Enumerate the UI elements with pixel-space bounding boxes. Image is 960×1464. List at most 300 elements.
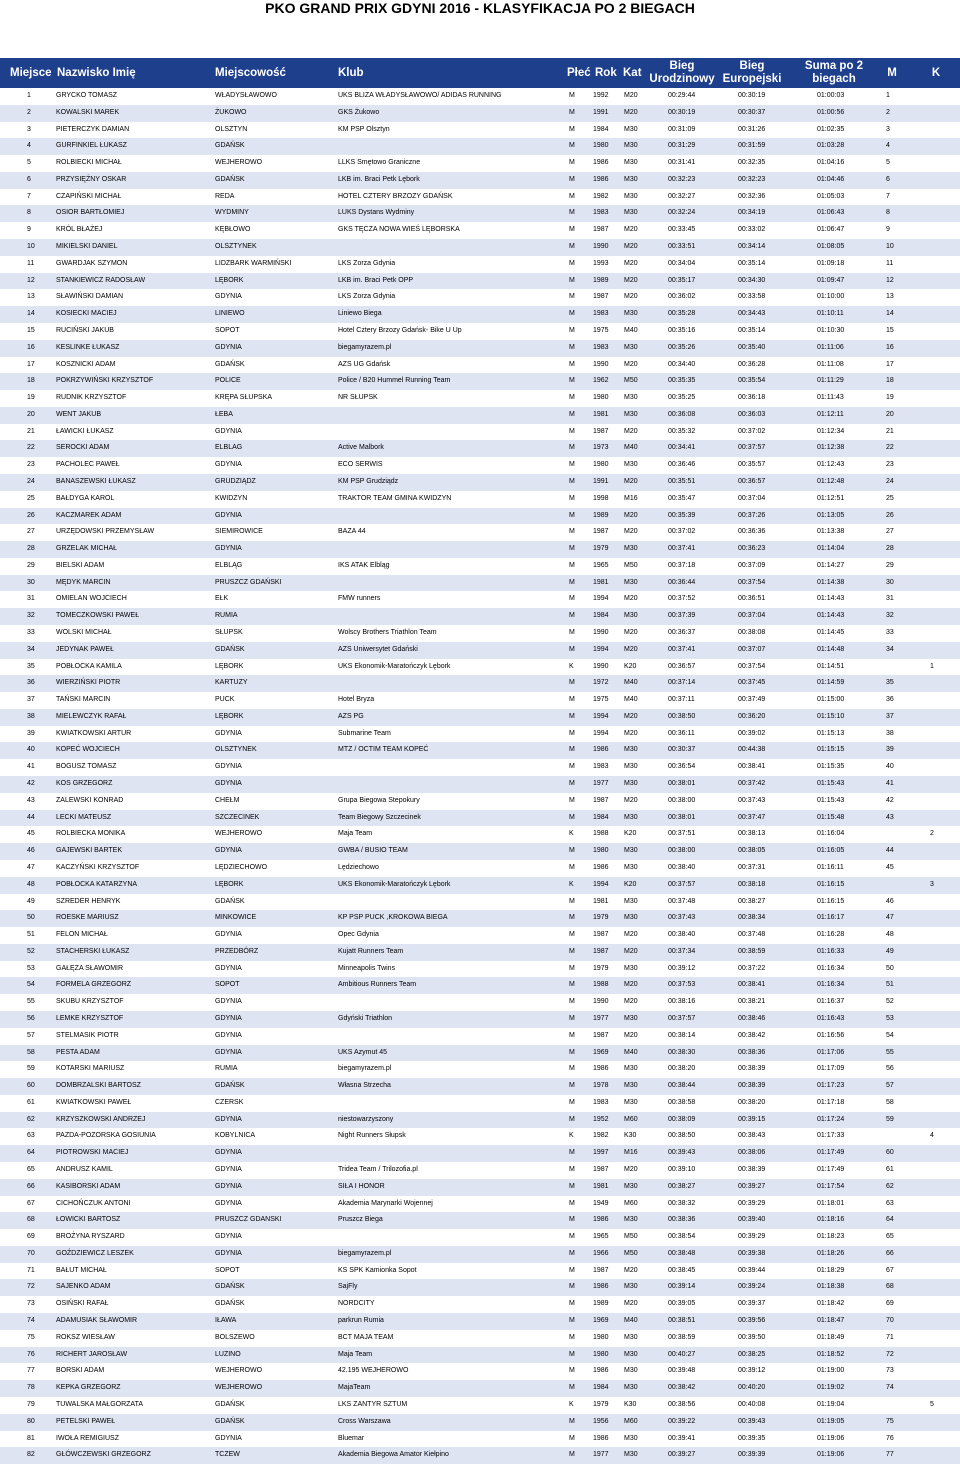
cell-miejscowosc: ŻUKOWO xyxy=(215,108,247,116)
cell-k: 5 xyxy=(930,1400,934,1408)
cell-miejsce: 23 xyxy=(27,461,35,469)
cell-nazwisko: KOTARSKI MARIUSZ xyxy=(56,1065,125,1073)
cell-miejsce: 52 xyxy=(27,947,35,955)
cell-m: 12 xyxy=(886,276,894,284)
cell-klub: KS SPK Kamionka Sopot xyxy=(338,1266,417,1274)
cell-miejsce: 38 xyxy=(27,712,35,720)
cell-plec: M xyxy=(569,310,575,318)
cell-kat: M20 xyxy=(624,981,638,989)
cell-kat: M20 xyxy=(624,729,638,737)
cell-rok: 1965 xyxy=(593,561,609,569)
cell-nazwisko: TUWALSKA MAŁGORZATA xyxy=(56,1400,143,1408)
cell-plec: M xyxy=(569,696,575,704)
cell-nazwisko: GOŹDZIEWICZ LESZEK xyxy=(56,1249,134,1257)
cell-miejscowosc: GDYNIA xyxy=(215,1014,242,1022)
cell-miejsce: 31 xyxy=(27,595,35,603)
table-row xyxy=(0,1162,960,1179)
cell-plec: M xyxy=(569,276,575,284)
cell-kat: M30 xyxy=(624,1182,638,1190)
cell-klub: Akademia Marynarki Wojennej xyxy=(338,1199,433,1207)
cell-bieg-europejski: 00:36:57 xyxy=(738,477,766,485)
cell-bieg-europejski: 00:39:35 xyxy=(738,1434,766,1442)
cell-bieg-europejski: 00:38:13 xyxy=(738,830,766,838)
cell-suma: 01:18:29 xyxy=(817,1266,845,1274)
cell-miejscowosc: TCZEW xyxy=(215,1451,240,1459)
cell-rok: 1987 xyxy=(593,1031,609,1039)
cell-rok: 1988 xyxy=(593,981,609,989)
cell-miejscowosc: IŁAWA xyxy=(215,1317,237,1325)
table-row xyxy=(0,742,960,759)
cell-kat: M16 xyxy=(624,494,638,502)
cell-plec: M xyxy=(569,1283,575,1291)
cell-miejsce: 6 xyxy=(27,175,31,183)
cell-m: 25 xyxy=(886,494,894,502)
cell-rok: 1994 xyxy=(593,595,609,603)
cell-plec: M xyxy=(569,444,575,452)
cell-bieg-urodzinowy: 00:39:12 xyxy=(668,964,696,972)
cell-bieg-europejski: 00:32:36 xyxy=(738,192,766,200)
col-header-k: K xyxy=(931,66,941,79)
cell-suma: 01:11:06 xyxy=(817,343,844,351)
cell-miejscowosc: SOPOT xyxy=(215,326,240,334)
cell-m: 15 xyxy=(886,326,894,334)
cell-bieg-urodzinowy: 00:29:44 xyxy=(668,92,696,99)
cell-miejscowosc: GDAŃSK xyxy=(215,1417,245,1425)
cell-nazwisko: SEROCKI ADAM xyxy=(56,444,110,452)
cell-miejscowosc: GDYNIA xyxy=(215,1166,242,1173)
cell-plec: M xyxy=(569,746,575,754)
cell-nazwisko: DOMBRZALSKI BARTOSZ xyxy=(56,1082,141,1090)
cell-rok: 1978 xyxy=(593,1082,609,1090)
table-row xyxy=(0,1061,960,1078)
cell-miejscowosc: GDYNIA xyxy=(215,1233,242,1241)
cell-klub: TRAKTOR TEAM GMINA KWIDZYN xyxy=(338,494,452,502)
cell-kat: M20 xyxy=(624,712,638,720)
cell-nazwisko: MIELEWCZYK RAFAŁ xyxy=(56,712,127,720)
cell-rok: 1987 xyxy=(593,796,609,804)
cell-bieg-europejski: 00:34:14 xyxy=(738,243,766,251)
cell-suma: 01:12:11 xyxy=(817,410,844,418)
table-row xyxy=(0,1397,960,1414)
cell-nazwisko: PAZDA-POZORSKA GOSIUNIA xyxy=(56,1132,156,1140)
cell-bieg-europejski: 00:36:20 xyxy=(738,712,766,720)
table-row xyxy=(0,1011,960,1028)
cell-klub: UKS Azymut 45 xyxy=(338,1048,388,1056)
cell-suma: 01:11:43 xyxy=(817,394,844,402)
cell-klub: Opec Gdynia xyxy=(338,931,379,939)
cell-nazwisko: PETELSKI PAWEŁ xyxy=(56,1417,116,1425)
table-row xyxy=(0,1078,960,1095)
cell-miejsce: 41 xyxy=(27,763,35,771)
cell-kat: M20 xyxy=(624,1266,638,1274)
cell-m: 37 xyxy=(886,712,894,720)
cell-nazwisko: MĘDYK MARCIN xyxy=(56,578,111,586)
cell-bieg-urodzinowy: 00:35:17 xyxy=(668,276,696,284)
cell-plec: M xyxy=(569,561,575,569)
cell-bieg-europejski: 00:39:56 xyxy=(738,1317,766,1325)
cell-plec: M xyxy=(569,175,575,183)
cell-plec: M xyxy=(569,545,575,553)
cell-bieg-urodzinowy: 00:30:37 xyxy=(668,746,696,754)
cell-kat: M20 xyxy=(624,226,638,234)
table-row xyxy=(0,172,960,189)
cell-kat: M30 xyxy=(624,746,638,754)
cell-kat: M20 xyxy=(624,293,638,301)
cell-m: 61 xyxy=(886,1166,894,1173)
cell-klub: niestowarzyszony xyxy=(338,1115,394,1123)
cell-miejscowosc: KRĘPA SŁUPSKA xyxy=(215,394,273,402)
cell-plec: M xyxy=(569,1031,575,1039)
table-row xyxy=(0,659,960,676)
cell-klub: Bluemar xyxy=(338,1434,365,1442)
cell-klub: Kujatt Runners Team xyxy=(338,947,404,955)
cell-kat: M20 xyxy=(624,998,638,1006)
cell-klub: biegamyrazem.pl xyxy=(338,1249,392,1257)
cell-klub: UKS Ekonomik-Maratończyk Lębork xyxy=(338,880,451,888)
cell-kat: M30 xyxy=(624,847,638,855)
cell-klub: LUKS Dystans Wydminy xyxy=(338,209,415,217)
cell-suma: 01:17:49 xyxy=(817,1149,845,1157)
cell-suma: 01:11:08 xyxy=(817,360,844,368)
cell-klub: Grupa Biegowa Stepokury xyxy=(338,796,420,804)
cell-miejscowosc: SIEMIROWICE xyxy=(215,528,263,536)
table-row xyxy=(0,105,960,122)
cell-bieg-europejski: 00:38:08 xyxy=(738,629,766,636)
col-header-miejsce: Miejsce xyxy=(10,66,52,79)
cell-rok: 1986 xyxy=(593,1065,609,1073)
cell-m: 67 xyxy=(886,1266,894,1274)
cell-miejsce: 50 xyxy=(27,914,35,922)
cell-rok: 1977 xyxy=(593,1451,609,1459)
cell-suma: 01:14:43 xyxy=(817,612,845,620)
cell-plec: M xyxy=(569,92,575,99)
cell-suma: 01:19:06 xyxy=(817,1434,845,1442)
cell-bieg-urodzinowy: 00:37:34 xyxy=(668,947,696,955)
cell-bieg-europejski: 00:34:30 xyxy=(738,276,766,284)
cell-kat: M30 xyxy=(624,1434,638,1442)
cell-miejscowosc: ŁEBA xyxy=(215,410,233,418)
cell-bieg-urodzinowy: 00:34:04 xyxy=(668,259,696,267)
cell-suma: 01:12:51 xyxy=(817,494,845,502)
cell-bieg-urodzinowy: 00:35:28 xyxy=(668,310,696,318)
cell-bieg-urodzinowy: 00:38:14 xyxy=(668,1031,696,1039)
cell-kat: M40 xyxy=(624,679,638,687)
cell-miejscowosc: PRZEDBÓRZ xyxy=(215,947,259,955)
cell-bieg-europejski: 00:38:25 xyxy=(738,1350,766,1358)
cell-klub: IKS ATAK Elbląg xyxy=(338,561,390,569)
cell-plec: M xyxy=(569,1115,575,1123)
cell-klub: SajFly xyxy=(338,1283,358,1291)
cell-plec: M xyxy=(569,293,575,301)
cell-m: 32 xyxy=(886,612,894,620)
table-row xyxy=(0,1112,960,1129)
table-row xyxy=(0,1296,960,1313)
cell-miejsce: 58 xyxy=(27,1048,35,1056)
cell-klub: Cross Warszawa xyxy=(338,1417,391,1425)
cell-nazwisko: POKRZYWIŃSKI KRZYSZTOF xyxy=(56,377,154,385)
cell-nazwisko: KRZYSZKOWSKI ANDRZEJ xyxy=(56,1115,146,1123)
cell-suma: 01:14:04 xyxy=(817,545,845,553)
cell-nazwisko: SZREDER HENRYK xyxy=(56,897,121,905)
cell-klub: Team Biegowy Szczecinek xyxy=(338,813,421,821)
cell-bieg-urodzinowy: 00:35:47 xyxy=(668,494,696,502)
cell-nazwisko: KASIBORSKI ADAM xyxy=(56,1182,121,1190)
cell-nazwisko: WENT JAKUB xyxy=(56,410,101,418)
cell-miejscowosc: GDYNIA xyxy=(215,847,242,855)
cell-bieg-europejski: 00:35:14 xyxy=(738,326,766,334)
cell-nazwisko: ROESKE MARIUSZ xyxy=(56,914,119,922)
cell-kat: K20 xyxy=(624,880,637,888)
cell-plec: M xyxy=(569,629,575,636)
cell-bieg-europejski: 00:38:43 xyxy=(738,1132,766,1140)
cell-klub: LKS Zorza Gdynia xyxy=(338,259,396,267)
cell-rok: 1986 xyxy=(593,1434,609,1442)
cell-m: 43 xyxy=(886,813,894,821)
cell-miejsce: 75 xyxy=(27,1333,35,1341)
cell-suma: 01:15:35 xyxy=(817,763,845,771)
cell-nazwisko: GURFINKIEL ŁUKASZ xyxy=(56,142,127,150)
cell-miejscowosc: GDYNIA xyxy=(215,1048,242,1056)
cell-bieg-urodzinowy: 00:37:14 xyxy=(668,679,696,687)
cell-rok: 1979 xyxy=(593,545,609,553)
cell-bieg-urodzinowy: 00:35:32 xyxy=(668,427,696,435)
col-header-bieg-europejski: Bieg Europejski xyxy=(722,60,782,85)
cell-nazwisko: JEDYNAK PAWEŁ xyxy=(56,645,114,653)
cell-nazwisko: CZAPIŃSKI MICHAŁ xyxy=(56,192,122,200)
cell-bieg-urodzinowy: 00:38:44 xyxy=(668,1082,696,1090)
cell-rok: 1984 xyxy=(593,612,609,620)
cell-bieg-urodzinowy: 00:37:41 xyxy=(668,545,696,553)
cell-kat: M30 xyxy=(624,1451,638,1459)
cell-nazwisko: ŁAWICKI ŁUKASZ xyxy=(56,427,114,435)
cell-kat: M16 xyxy=(624,1149,638,1157)
cell-miejscowosc: RUMIA xyxy=(215,612,238,620)
cell-plec: M xyxy=(569,1350,575,1358)
cell-bieg-urodzinowy: 00:38:59 xyxy=(668,1333,696,1341)
cell-miejsce: 48 xyxy=(27,880,35,888)
cell-rok: 1986 xyxy=(593,159,609,167)
cell-miejsce: 68 xyxy=(27,1216,35,1224)
table-row xyxy=(0,88,960,105)
cell-miejsce: 51 xyxy=(27,931,35,939)
cell-miejscowosc: LIDZBARK WARMIŃSKI xyxy=(215,259,292,267)
cell-m: 29 xyxy=(886,561,894,569)
cell-nazwisko: STANKIEWICZ RADOSŁAW xyxy=(56,276,146,284)
cell-bieg-europejski: 00:40:08 xyxy=(738,1400,766,1408)
cell-rok: 1987 xyxy=(593,1166,609,1173)
cell-suma: 01:15:15 xyxy=(817,746,845,754)
col-header-rok: Rok xyxy=(595,66,617,79)
cell-plec: M xyxy=(569,159,575,167)
cell-plec: M xyxy=(569,1317,575,1325)
cell-nazwisko: KACZYŃSKI KRZYSZTOF xyxy=(56,863,140,871)
cell-m: 62 xyxy=(886,1182,894,1190)
cell-m: 7 xyxy=(886,192,890,200)
cell-rok: 1991 xyxy=(593,477,609,485)
cell-miejscowosc: GDYNIA xyxy=(215,1434,242,1442)
cell-rok: 1986 xyxy=(593,746,609,754)
cell-plec: M xyxy=(569,125,575,133)
cell-nazwisko: ROLBIECKI MICHAŁ xyxy=(56,159,122,167)
cell-kat: M20 xyxy=(624,477,638,485)
cell-miejsce: 7 xyxy=(27,192,31,200)
cell-plec: M xyxy=(569,914,575,922)
cell-bieg-europejski: 00:38:39 xyxy=(738,1166,766,1173)
cell-m: 72 xyxy=(886,1350,894,1358)
cell-miejsce: 46 xyxy=(27,847,35,855)
cell-kat: K30 xyxy=(624,1132,637,1140)
cell-bieg-urodzinowy: 00:35:35 xyxy=(668,377,696,385)
cell-bieg-urodzinowy: 00:38:00 xyxy=(668,796,696,804)
cell-miejsce: 55 xyxy=(27,998,35,1006)
cell-plec: M xyxy=(569,1451,575,1459)
cell-miejsce: 62 xyxy=(27,1115,35,1123)
cell-suma: 01:16:34 xyxy=(817,964,845,972)
cell-kat: M30 xyxy=(624,1350,638,1358)
cell-klub: AZS PG xyxy=(338,712,364,720)
cell-miejsce: 34 xyxy=(27,645,35,653)
cell-bieg-europejski: 00:35:40 xyxy=(738,343,766,351)
cell-rok: 1987 xyxy=(593,226,609,234)
cell-nazwisko: MIKIELSKI DANIEL xyxy=(56,243,118,251)
cell-rok: 1987 xyxy=(593,947,609,955)
cell-nazwisko: ADAMUSIAK SŁAWOMIR xyxy=(56,1317,138,1325)
cell-plec: M xyxy=(569,1233,575,1241)
table-row xyxy=(0,877,960,894)
cell-plec: M xyxy=(569,108,575,116)
cell-miejsce: 53 xyxy=(27,964,35,972)
cell-m: 31 xyxy=(886,595,894,603)
cell-klub: Hotel Bryza xyxy=(338,696,375,704)
cell-kat: M20 xyxy=(624,1300,638,1308)
cell-m: 74 xyxy=(886,1384,894,1392)
cell-plec: M xyxy=(569,1065,575,1073)
cell-miejscowosc: EŁK xyxy=(215,595,229,603)
cell-kat: K30 xyxy=(624,1400,637,1408)
cell-kat: M20 xyxy=(624,595,638,603)
cell-klub: GKS TĘCZA NOWA WIEŚ LĘBORSKA xyxy=(338,226,460,234)
cell-m: 20 xyxy=(886,410,894,418)
cell-suma: 01:12:34 xyxy=(817,427,845,435)
cell-plec: M xyxy=(569,477,575,485)
cell-m: 8 xyxy=(886,209,890,217)
cell-plec: M xyxy=(569,998,575,1006)
cell-bieg-urodzinowy: 00:39:43 xyxy=(668,1149,696,1157)
cell-klub: SIŁA I HONOR xyxy=(338,1182,385,1190)
cell-nazwisko: FELON MICHAŁ xyxy=(56,931,108,939)
table-row xyxy=(0,205,960,222)
cell-rok: 1984 xyxy=(593,125,609,133)
cell-miejsce: 57 xyxy=(27,1031,35,1039)
cell-miejscowosc: ELBLĄG xyxy=(215,561,243,569)
cell-nazwisko: OSIOR BARTŁOMIEJ xyxy=(56,209,125,217)
cell-miejsce: 33 xyxy=(27,629,35,636)
cell-miejscowosc: GDYNIA xyxy=(215,511,242,519)
cell-bieg-urodzinowy: 00:36:54 xyxy=(668,763,696,771)
cell-bieg-europejski: 00:38:21 xyxy=(738,998,766,1006)
cell-miejscowosc: GRUDZIĄDZ xyxy=(215,477,256,485)
table-row xyxy=(0,1045,960,1062)
cell-bieg-europejski: 00:37:47 xyxy=(738,813,766,821)
cell-miejscowosc: GDYNIA xyxy=(215,1115,242,1123)
cell-m: 22 xyxy=(886,444,894,452)
cell-kat: M50 xyxy=(624,1249,638,1257)
cell-miejscowosc: CZERSK xyxy=(215,1098,244,1106)
cell-miejsce: 42 xyxy=(27,780,35,788)
cell-rok: 1994 xyxy=(593,729,609,737)
cell-miejscowosc: OLSZTYNEK xyxy=(215,243,257,251)
cell-miejscowosc: GDAŃSK xyxy=(215,1082,245,1090)
cell-suma: 01:14:38 xyxy=(817,578,845,586)
cell-m: 49 xyxy=(886,947,894,955)
cell-bieg-europejski: 00:39:29 xyxy=(738,1199,766,1207)
cell-rok: 1975 xyxy=(593,696,609,704)
cell-klub: LKS ZANTYR SZTUM xyxy=(338,1400,408,1408)
cell-nazwisko: FORMELA GRZEGORZ xyxy=(56,981,132,989)
cell-plec: M xyxy=(569,897,575,905)
table-row xyxy=(0,591,960,608)
cell-bieg-urodzinowy: 00:38:50 xyxy=(668,712,696,720)
table-row xyxy=(0,759,960,776)
cell-m: 1 xyxy=(886,92,890,99)
col-header-m: M xyxy=(887,66,897,79)
cell-miejsce: 28 xyxy=(27,545,35,553)
cell-plec: M xyxy=(569,226,575,234)
cell-suma: 01:10:30 xyxy=(817,326,845,334)
cell-suma: 01:18:47 xyxy=(817,1317,845,1325)
cell-kat: M40 xyxy=(624,326,638,334)
cell-rok: 1986 xyxy=(593,175,609,183)
cell-bieg-europejski: 00:33:02 xyxy=(738,226,766,234)
cell-bieg-europejski: 00:35:14 xyxy=(738,259,766,267)
cell-bieg-urodzinowy: 00:38:01 xyxy=(668,813,696,821)
cell-miejsce: 14 xyxy=(27,310,35,318)
cell-m: 69 xyxy=(886,1300,894,1308)
cell-plec: M xyxy=(569,813,575,821)
table-row xyxy=(0,306,960,323)
cell-plec: M xyxy=(569,729,575,737)
cell-rok: 1990 xyxy=(593,360,609,368)
cell-nazwisko: POBŁOCKA KATARZYNA xyxy=(56,880,138,888)
cell-kat: M30 xyxy=(624,1065,638,1073)
cell-kat: M50 xyxy=(624,561,638,569)
cell-rok: 1980 xyxy=(593,461,609,469)
cell-k: 1 xyxy=(930,662,934,670)
cell-bieg-europejski: 00:31:59 xyxy=(738,142,766,150)
cell-suma: 01:16:43 xyxy=(817,1014,845,1022)
cell-bieg-urodzinowy: 00:38:20 xyxy=(668,1065,696,1073)
cell-bieg-urodzinowy: 00:37:18 xyxy=(668,561,696,569)
cell-miejsce: 5 xyxy=(27,159,31,167)
cell-nazwisko: SKUBU KRZYSZTOF xyxy=(56,998,124,1006)
cell-bieg-urodzinowy: 00:36:08 xyxy=(668,410,696,418)
cell-miejscowosc: LĘBORK xyxy=(215,880,244,888)
cell-miejscowosc: WEJHEROWO xyxy=(215,1367,263,1375)
cell-nazwisko: KRÓL BŁAŻEJ xyxy=(56,226,103,234)
cell-bieg-europejski: 00:38:39 xyxy=(738,1082,766,1090)
cell-klub: KM PSP Grudziądz xyxy=(338,477,399,485)
cell-miejsce: 30 xyxy=(27,578,35,586)
cell-m: 77 xyxy=(886,1451,894,1459)
cell-klub: HOTEL CZTERY BRZOZY GDAŃSK xyxy=(338,192,453,200)
cell-bieg-europejski: 00:37:04 xyxy=(738,494,766,502)
table-row xyxy=(0,1330,960,1347)
cell-suma: 01:02:35 xyxy=(817,125,845,133)
cell-miejsce: 10 xyxy=(27,243,35,251)
cell-klub: Maja Team xyxy=(338,1350,373,1358)
cell-rok: 1982 xyxy=(593,192,609,200)
cell-m: 24 xyxy=(886,477,894,485)
